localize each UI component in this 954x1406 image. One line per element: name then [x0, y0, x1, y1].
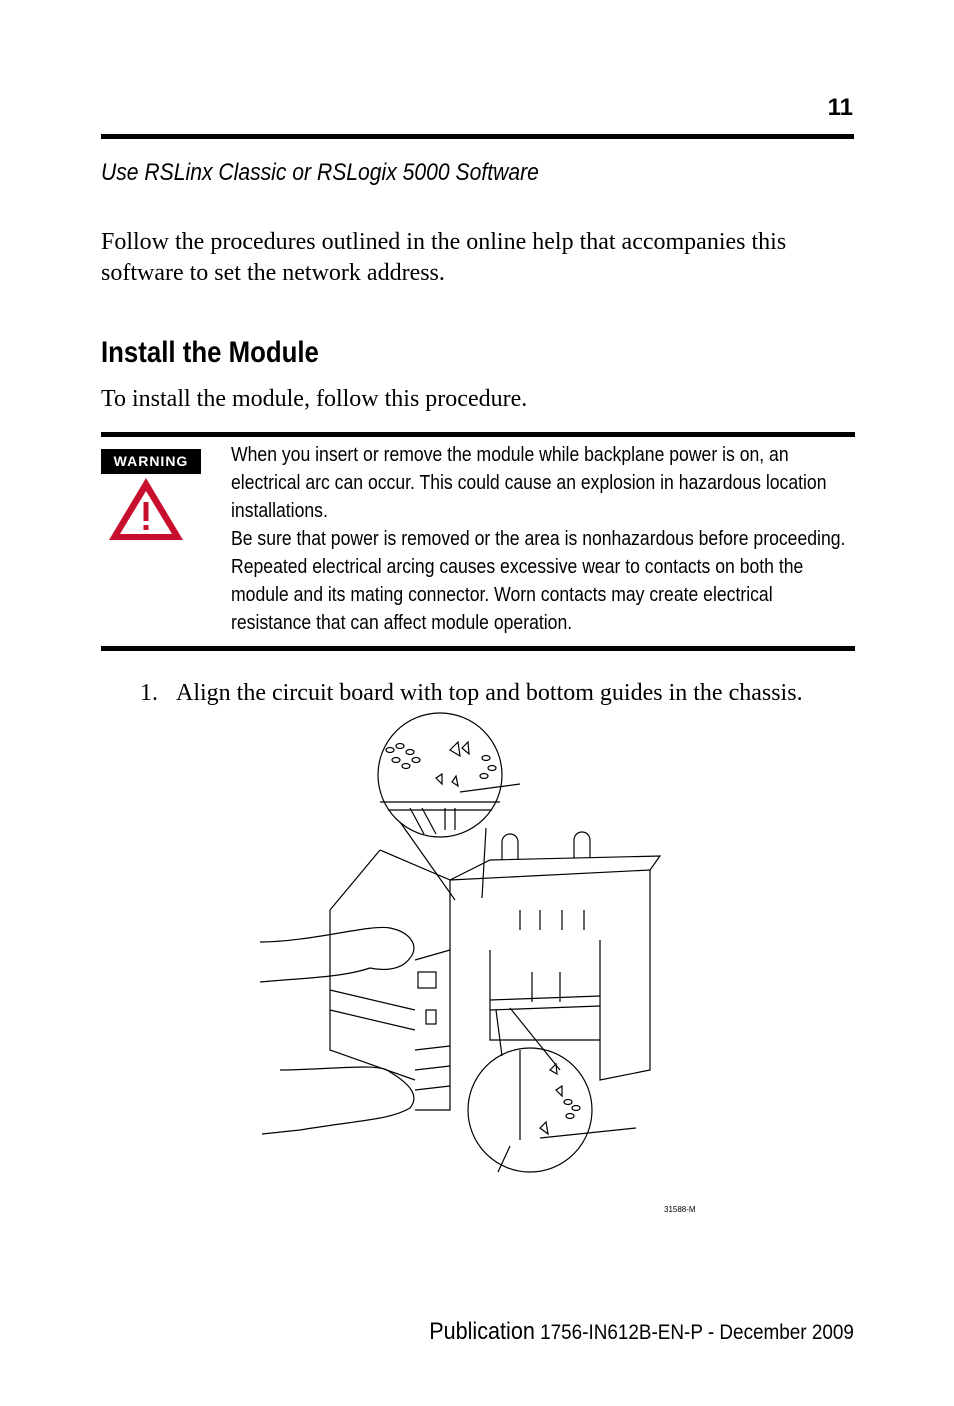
- warning-text: [231, 441, 847, 637]
- warning-paragraph-1: When you insert or remove the module while backplane power is on, an electrical arc can occur. This could cause an explosion in hazardous location installations.: [231, 444, 827, 522]
- figure-id: 31588-M: [664, 1205, 696, 1214]
- top-guide-detail: [378, 713, 520, 837]
- warning-triangle-icon: [106, 474, 186, 544]
- warning-bottom-rule: [101, 646, 855, 651]
- warning-top-rule: [101, 432, 855, 437]
- section-heading: Install the Module: [101, 336, 319, 369]
- footer: [429, 1318, 854, 1346]
- intro-text: To install the module, follow this procedure.: [101, 386, 528, 412]
- step-number: 1.: [140, 680, 158, 706]
- body-paragraph: Follow the procedures outlined in the online help that accompanies this software to set the network address.: [101, 229, 787, 286]
- footer-label: Publication: [429, 1318, 535, 1345]
- warning-badge: WARNING: [101, 449, 201, 474]
- top-rule: [101, 134, 854, 139]
- chassis: [450, 832, 660, 1080]
- warning-paragraph-2: Be sure that power is removed or the area is nonhazardous before proceeding. Repeated electrical arcing causes excessive wear to contacts on both the module and its mating connector. Worn contacts may create electrical resistance that can affect module operation.: [231, 528, 846, 634]
- module-installation-illustration: [240, 710, 700, 1190]
- controller-module: [330, 850, 450, 1110]
- step-text: Align the circuit board with top and bottom guides in the chassis.: [176, 680, 803, 706]
- subheading: Use RSLinx Classic or RSLogix 5000 Software: [101, 159, 539, 186]
- hands: [260, 927, 414, 1134]
- bottom-guide-detail: [468, 1048, 636, 1172]
- footer-code: 1756-IN612B-EN-P - December 2009: [540, 1321, 854, 1344]
- page-number: 11: [827, 94, 853, 121]
